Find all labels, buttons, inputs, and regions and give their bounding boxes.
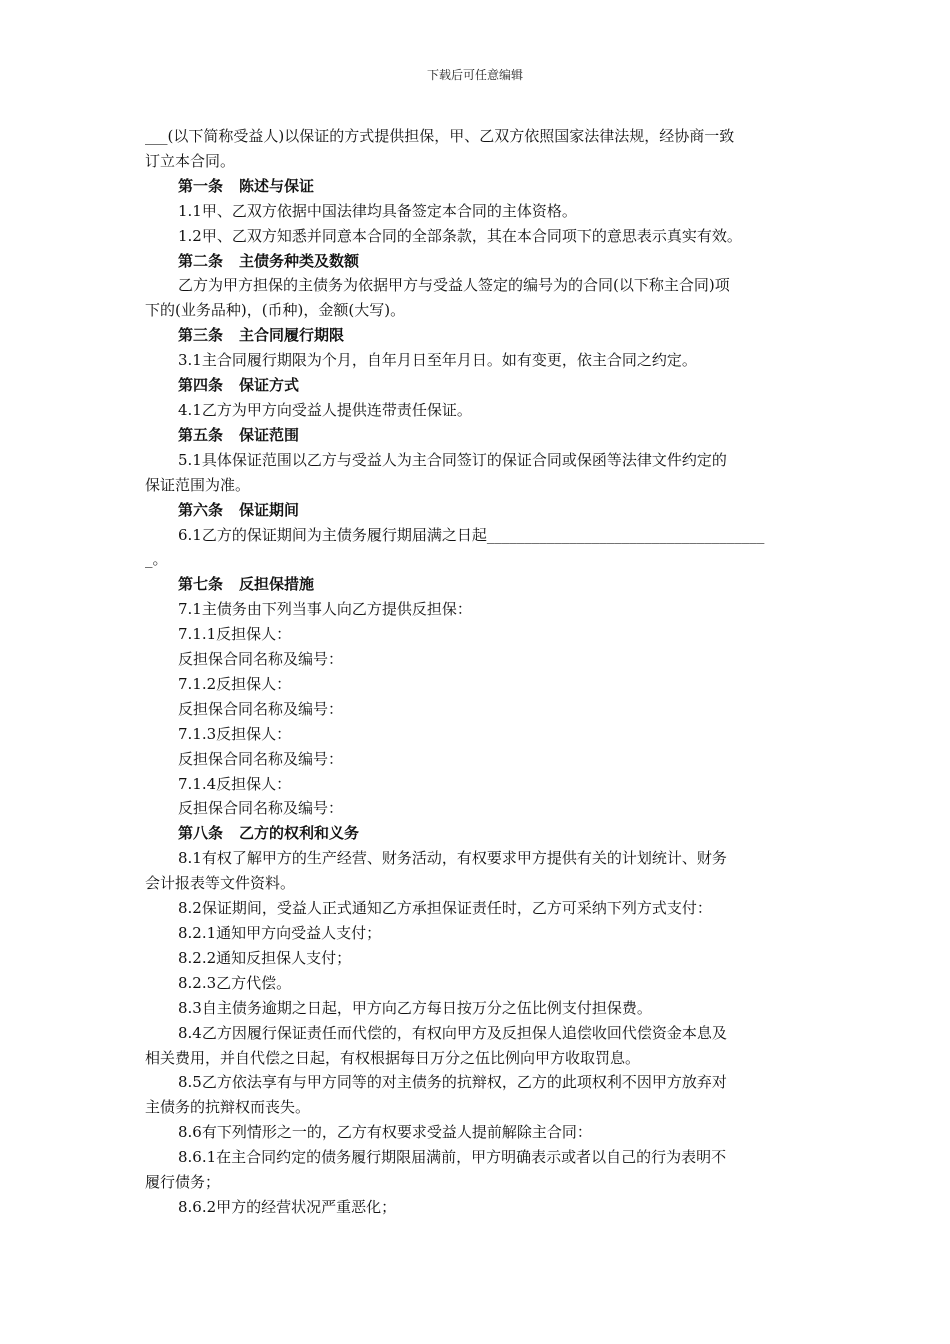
continuation-line: 下的(业务品种)，(币种)，金额(大写)。: [145, 301, 406, 320]
paragraph-line: 反担保合同名称及编号：: [178, 699, 344, 718]
paragraph-line: 反担保合同名称及编号：: [178, 650, 344, 669]
paragraph-line: 3.1主合同履行期限为个月，自年月日至年月日。如有变更，依主合同之约定。: [178, 351, 697, 370]
paragraph-line: 8.6.1在主合同约定的债务履行期限届满前，甲方明确表示或者以自己的行为表明不: [178, 1148, 727, 1167]
section-heading: [145, 821, 807, 846]
paragraph-line: 8.4乙方因履行保证责任而代偿的，有权向甲方及反担保人追偿收回代偿资金本息及: [178, 1023, 727, 1042]
section-heading: [145, 249, 807, 274]
continuation-line: ___(以下简称受益人)以保证的方式提供担保，甲、乙双方依照国家法律法规，经协商一致: [145, 127, 735, 145]
section-number: 第八条: [178, 824, 224, 843]
page-header: 下载后可任意编辑: [426, 68, 523, 82]
paragraph-line: 4.1乙方为甲方向受益人提供连带责任保证。: [178, 400, 472, 419]
paragraph-line: 8.6有下列情形之一的，乙方有权要求受益人提前解除主合同：: [178, 1123, 592, 1142]
paragraph-line: 8.2.3乙方代偿。: [178, 973, 292, 992]
continuation-line: 订立本合同。: [145, 151, 236, 170]
paragraph-line: 8.5乙方依法享有与甲方同等的对主债务的抗辩权，乙方的此项权利不因甲方放弃对: [178, 1073, 727, 1092]
document-body: [145, 124, 807, 1220]
section-title: 保证范围: [239, 425, 300, 444]
paragraph-line: 7.1.3反担保人：: [178, 724, 292, 743]
section-heading: [145, 498, 807, 523]
section-title: 保证期间: [239, 500, 300, 519]
section-number: 第四条: [178, 376, 224, 395]
section-heading: [145, 323, 807, 348]
continuation-line: 履行债务；: [145, 1173, 221, 1192]
section-title: 陈述与保证: [239, 176, 315, 195]
continuation-line: 保证范围为准。: [145, 475, 251, 494]
paragraph-line: 8.3自主债务逾期之日起，甲方向乙方每日按万分之伍比例支付担保费。: [178, 998, 652, 1017]
section-title: 乙方的权利和义务: [239, 824, 360, 843]
paragraph-line: 8.2.1通知甲方向受益人支付；: [178, 924, 382, 942]
section-heading: [145, 373, 807, 398]
paragraph-line: 乙方为甲方担保的主债务为依据甲方与受益人签定的编号为的合同(以下称主合同)项: [178, 276, 730, 295]
paragraph-line: 反担保合同名称及编号：: [178, 749, 344, 768]
paragraph-line: 8.2保证期间，受益人正式通知乙方承担保证责任时，乙方可采纳下列方式支付：: [178, 899, 712, 918]
section-number: 第三条: [178, 326, 224, 345]
continuation-line: 会计报表等文件资料。: [145, 874, 296, 893]
section-number: 第一条: [178, 176, 224, 195]
paragraph-line: 8.6.2甲方的经营状况严重恶化；: [178, 1197, 397, 1216]
section-number: 第七条: [178, 575, 224, 594]
paragraph-line: 7.1.1反担保人：: [178, 625, 292, 644]
paragraph-line: 反担保合同名称及编号：: [178, 799, 344, 818]
continuation-line: 相关费用，并自代偿之日起，有权根据每日万分之伍比例向甲方收取罚息。: [145, 1048, 641, 1067]
paragraph-line: 7.1主债务由下列当事人向乙方提供反担保：: [178, 600, 472, 619]
section-number: 第二条: [178, 251, 224, 270]
section-number: 第六条: [178, 500, 224, 519]
paragraph-line: 7.1.4反担保人：: [178, 774, 292, 793]
paragraph-line: 7.1.2反担保人：: [178, 674, 292, 693]
section-heading: [145, 423, 807, 448]
continuation-line: 主债务的抗辩权而丧失。: [145, 1098, 311, 1117]
paragraph-line: 8.2.2通知反担保人支付；: [178, 948, 352, 967]
section-title: 主债务种类及数额: [239, 251, 360, 270]
section-title: 反担保措施: [239, 575, 315, 594]
section-number: 第五条: [178, 425, 224, 444]
paragraph-line: 1.1甲、乙双方依据中国法律均具备签定本合同的主体资格。: [178, 201, 577, 220]
paragraph-line: 6.1乙方的保证期间为主债务履行期届满之日起_____________________________________: [178, 525, 765, 544]
section-heading: [145, 572, 807, 597]
paragraph-line: 8.1有权了解甲方的生产经营、财务活动，有权要求甲方提供有关的计划统计、财务: [178, 849, 727, 868]
paragraph-line: 1.2甲、乙双方知悉并同意本合同的全部条款，其在本合同项下的意思表示真实有效。: [178, 226, 742, 245]
section-heading: [145, 174, 807, 199]
section-title: 主合同履行期限: [239, 326, 345, 345]
continuation-line: _。: [145, 550, 168, 569]
section-title: 保证方式: [239, 376, 300, 395]
paragraph-line: 5.1具体保证范围以乙方与受益人为主合同签订的保证合同或保函等法律文件约定的: [178, 450, 727, 469]
